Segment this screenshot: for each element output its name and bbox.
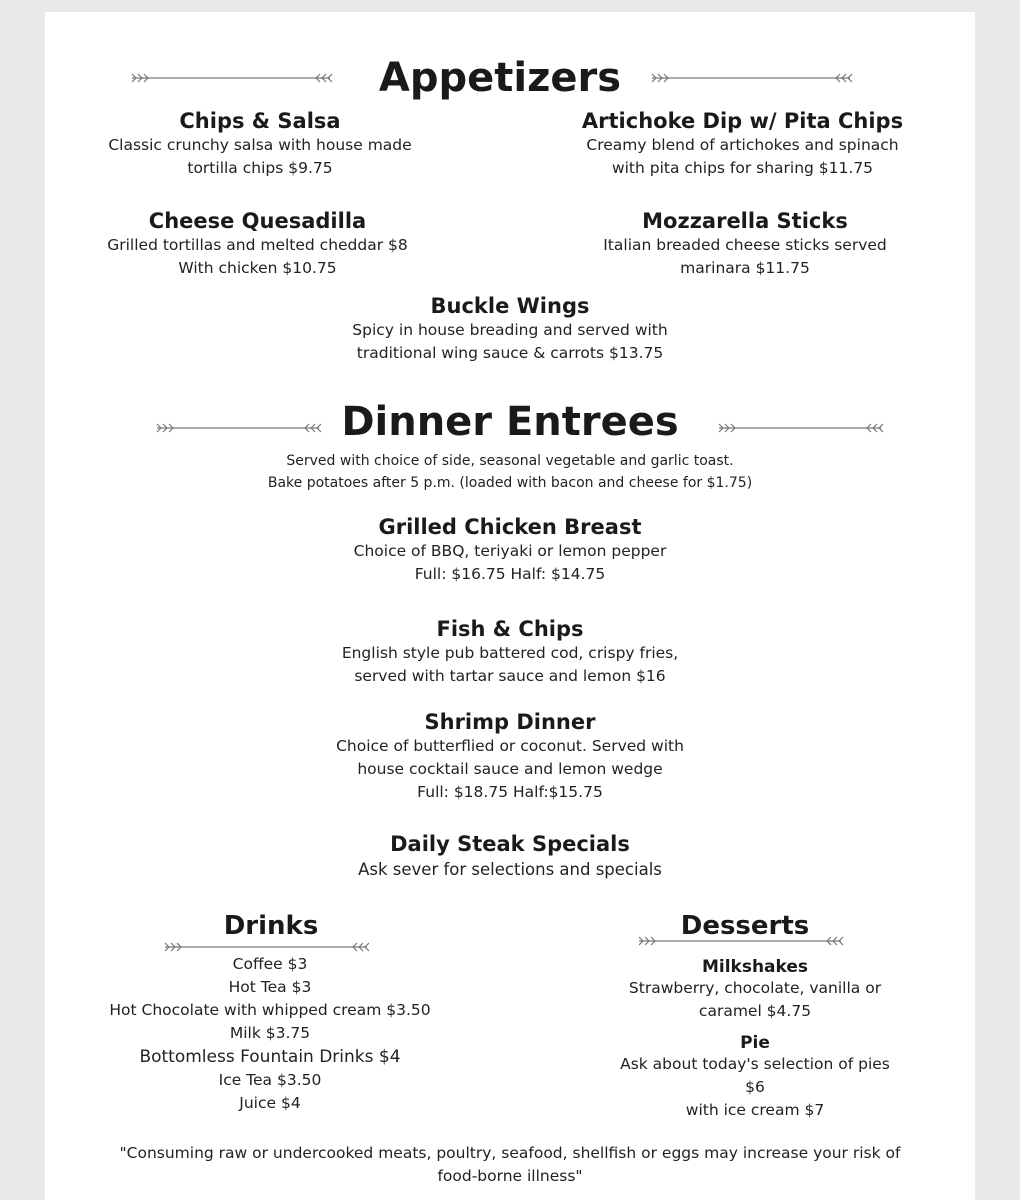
drink-item: Milk $3.75 [229,1024,311,1042]
drink-item: Hot Chocolate with whipped cream $3.50 [109,1001,431,1019]
menu-item-mozzarella-sticks [565,208,925,280]
disclaimer-line: "Consuming raw or undercooked meats, poultry, seafood, shellfish or eggs may increase your risk of [119,1144,901,1162]
item-description: Ask about today's selection of pies [620,1055,890,1073]
item-description: Full: $16.75 Half: $14.75 [414,565,606,583]
item-description: served with tartar sauce and lemon $16 [354,667,666,685]
right-arrow-divider [717,422,885,434]
item-description: tortilla chips $9.75 [187,159,333,177]
menu-item-cheese-quesadilla [80,208,435,280]
item-description: traditional wing sauce & carrots $13.75 [356,344,664,362]
menu-item-milkshakes [585,957,925,1023]
item-description: Full: $18.75 Half:$15.75 [417,783,603,801]
item-description: Spicy in house breading and served with [352,321,668,339]
item-name: Daily Steak Specials [390,832,630,856]
drinks-list [90,953,450,1115]
intro-line: Served with choice of side, seasonal vegetable and garlic toast. [286,453,734,469]
dinner-entrees-heading: Dinner Entrees [341,399,679,445]
item-description: Ask sever for selections and specials [358,860,662,879]
item-description: caramel $4.75 [698,1002,812,1020]
item-name: Mozzarella Sticks [642,209,848,233]
menu-item-artichoke-dip [555,108,930,180]
drink-item: Hot Tea $3 [228,978,312,996]
item-description: Creamy blend of artichokes and spinach [586,136,899,154]
food-safety-disclaimer [65,1142,955,1188]
item-description: Classic crunchy salsa with house made [108,136,412,154]
item-name: Grilled Chicken Breast [378,515,642,539]
item-description: $6 [745,1078,765,1096]
item-description: Choice of BBQ, teriyaki or lemon pepper [353,542,667,560]
menu-item-chips-salsa [80,108,440,180]
entrees-intro [210,450,810,494]
item-description: English style pub battered cod, crispy fries, [341,644,679,662]
item-description: house cocktail sauce and lemon wedge [357,760,663,778]
disclaimer-line: food-borne illness" [437,1167,583,1185]
menu-item-daily-steak [310,831,710,883]
item-name: Buckle Wings [430,294,590,318]
drink-item: Ice Tea $3.50 [218,1071,322,1089]
left-arrow-divider [130,72,335,84]
menu-item-fish-chips [310,616,710,688]
menu-item-grilled-chicken [310,514,710,586]
item-description: Italian breaded cheese sticks served [603,236,887,254]
menu-item-buckle-wings [330,293,690,365]
drink-item: Juice $4 [239,1094,301,1112]
item-description: Grilled tortillas and melted cheddar $8 [107,236,408,254]
menu-page [45,12,975,1200]
item-description: marinara $11.75 [680,259,810,277]
item-name: Fish & Chips [436,617,584,641]
intro-line: Bake potatoes after 5 p.m. (loaded with bacon and cheese for $1.75) [267,475,753,491]
item-name: Milkshakes [701,957,809,977]
appetizers-heading: Appetizers [378,55,622,101]
item-description: with pita chips for sharing $11.75 [611,159,874,177]
item-name: Chips & Salsa [179,109,341,133]
left-arrow-divider [155,422,323,434]
menu-item-shrimp-dinner [300,709,720,804]
drinks-heading: Drinks [223,911,319,941]
item-description: with ice cream $7 [685,1101,825,1119]
item-name: Cheese Quesadilla [148,209,367,233]
menu-item-pie [585,1033,925,1122]
desserts-heading: Desserts [680,911,810,941]
item-name: Artichoke Dip w/ Pita Chips [581,109,904,133]
item-name: Pie [740,1033,770,1053]
drinks-arrow-divider [163,941,371,953]
item-description: With chicken $10.75 [178,259,337,277]
desserts-arrow-divider [637,935,845,947]
right-arrow-divider [650,72,855,84]
drink-item: Bottomless Fountain Drinks $4 [139,1047,401,1067]
drink-item: Coffee $3 [232,955,308,973]
item-description: Choice of butterflied or coconut. Served with [336,737,684,755]
item-name: Shrimp Dinner [424,710,596,734]
item-description: Strawberry, chocolate, vanilla or [628,979,882,997]
